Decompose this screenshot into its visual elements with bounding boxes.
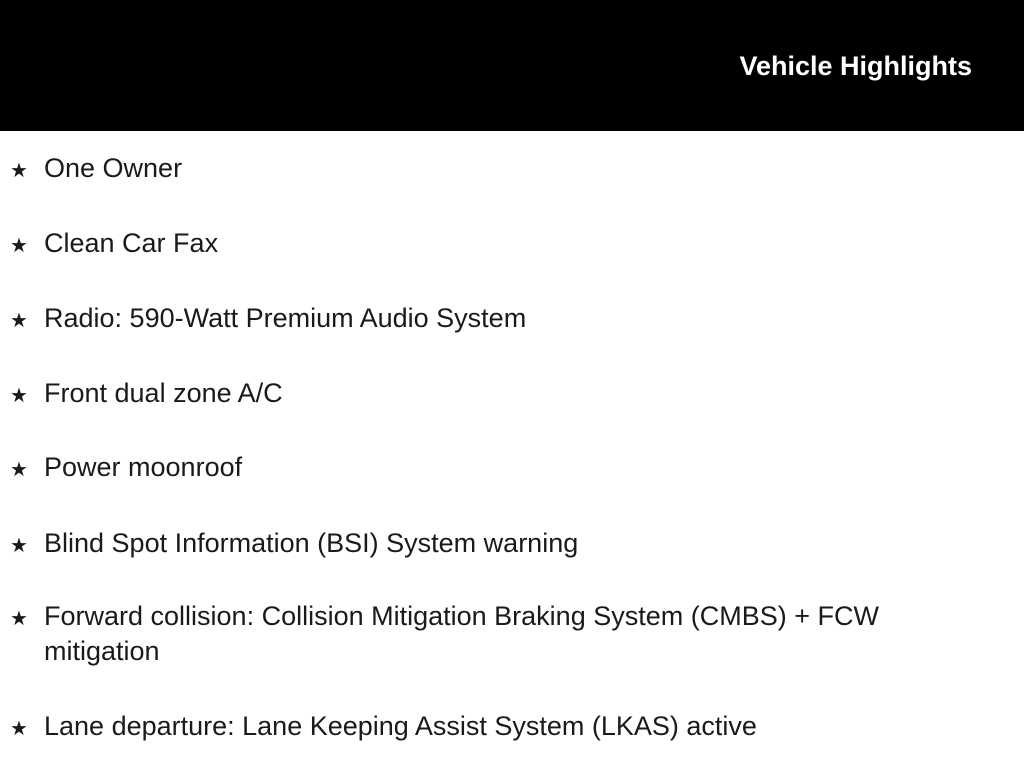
- star-icon: ★: [10, 308, 28, 332]
- list-item-label: One Owner: [44, 153, 183, 183]
- star-icon: ★: [10, 716, 28, 740]
- star-icon: ★: [10, 383, 28, 407]
- list-item-label: Lane departure: Lane Keeping Assist System (LKAS) active: [44, 711, 757, 741]
- star-icon: ★: [10, 233, 28, 257]
- list-item-label: Radio: 590-Watt Premium Audio System: [44, 303, 527, 333]
- list-item-label: Clean Car Fax: [44, 228, 219, 258]
- list-item-label: Blind Spot Information (BSI) System warning: [44, 528, 579, 558]
- page-title: Vehicle Highlights: [739, 51, 972, 81]
- list-item-label: Power moonroof: [44, 452, 243, 482]
- page-header: [0, 0, 1024, 131]
- star-icon: ★: [10, 457, 28, 481]
- list-item-label: Front dual zone A/C: [44, 378, 283, 408]
- star-icon: ★: [10, 606, 28, 630]
- star-icon: ★: [10, 533, 28, 557]
- list-item-label: Forward collision: Collision Mitigation Braking System (CMBS) + FCW mitigation: [44, 601, 879, 666]
- star-icon: ★: [10, 158, 28, 182]
